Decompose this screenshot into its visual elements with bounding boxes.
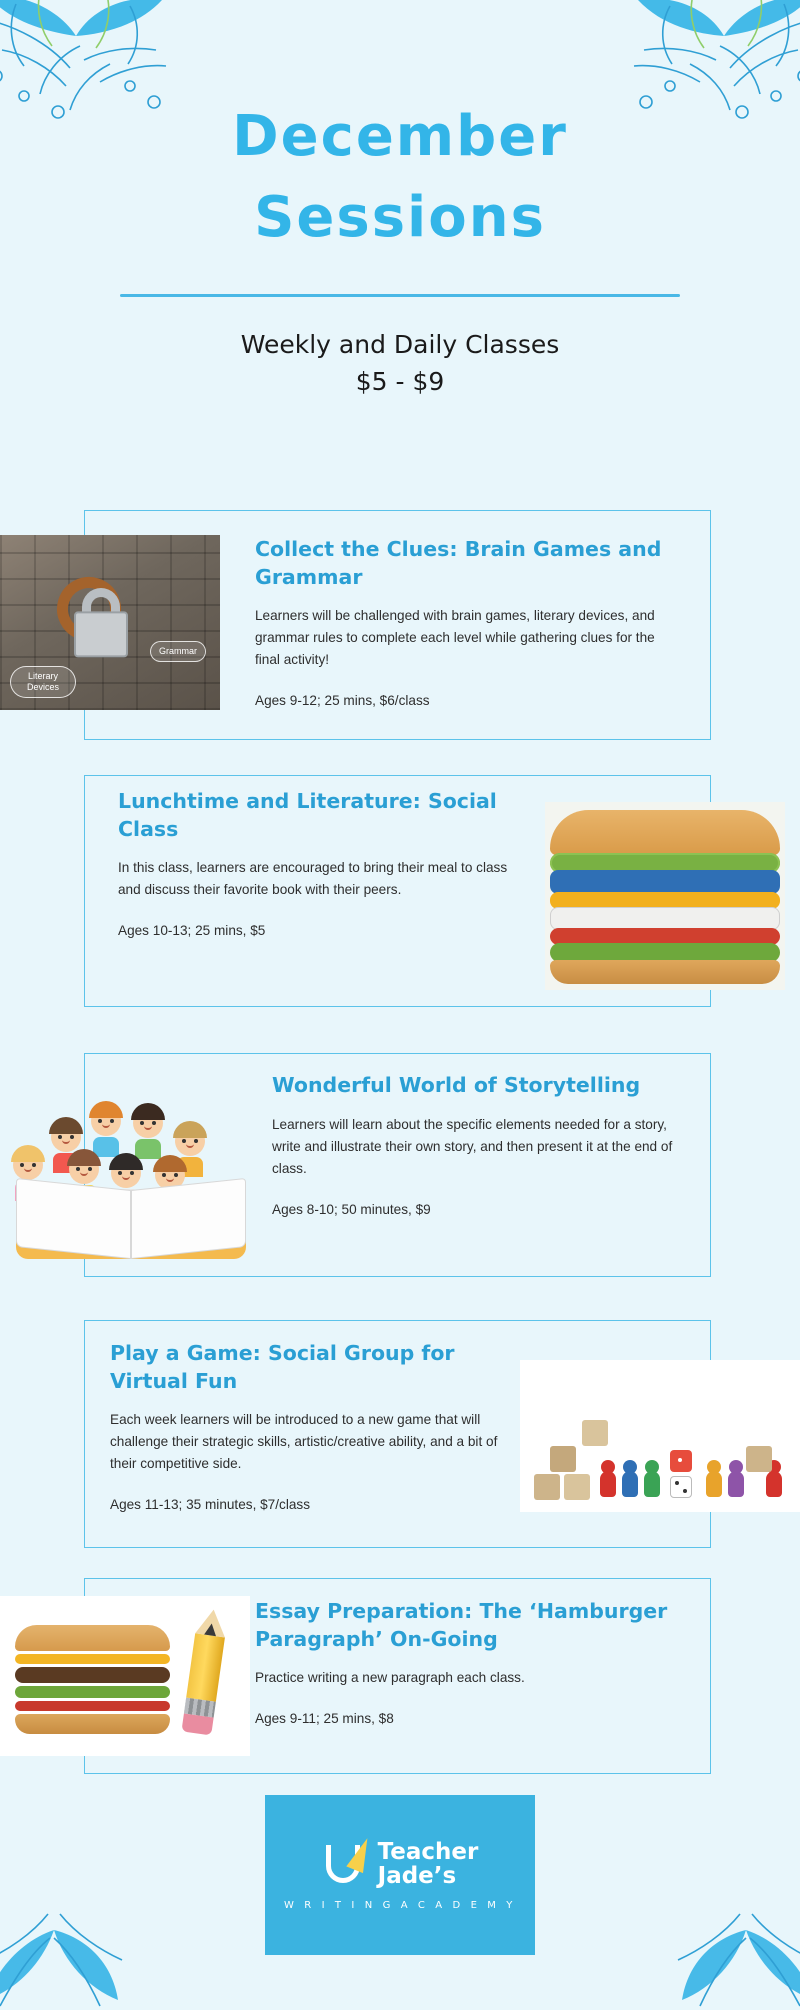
patty-shape [15, 1667, 170, 1683]
session-4-meta: Ages 11-13; 35 minutes, $7/class [110, 1497, 310, 1513]
image-label-literary-devices: Literary Devices [10, 666, 76, 699]
floral-ornament-bottom-left [0, 1890, 130, 2010]
open-book-shape [16, 1184, 247, 1253]
session-4-text [110, 1340, 510, 1512]
bun-bottom-shape [550, 960, 780, 984]
cheese-shape [15, 1654, 170, 1664]
session-2-text [118, 788, 528, 938]
image-label-grammar: Grammar [150, 641, 206, 662]
game-block-shape [534, 1474, 560, 1500]
padlock-on-stone-wall-photo [0, 535, 220, 710]
game-pawn-shape [644, 1460, 660, 1497]
session-3-title: Wonderful World of Storytelling [272, 1073, 641, 1097]
lettuce-lower-shape [550, 943, 780, 962]
session-2-description: In this class, learners are encouraged to bring their meal to class and discuss their favorite book with their peers. [118, 860, 508, 898]
game-pawn-shape [706, 1460, 722, 1497]
child-figure [88, 1106, 124, 1157]
children-reading-book-illustration [0, 1078, 262, 1260]
page-subtitle [0, 327, 800, 400]
session-3-text [272, 1072, 682, 1217]
logo-name [378, 1841, 479, 1889]
title-line-2: Sessions [254, 185, 546, 251]
session-1-text [255, 536, 681, 708]
blue-book-shape [550, 870, 780, 894]
logo-block [265, 1795, 535, 1955]
subtitle-line-2: $5 - $9 [355, 366, 445, 396]
game-block-shape [746, 1446, 772, 1472]
session-1-title: Collect the Clues: Brain Games and Grammar [255, 537, 662, 589]
padlock-body-shape [74, 611, 128, 657]
game-pawn-shape [600, 1460, 616, 1497]
session-3-description: Learners will learn about the specific elements needed for a story, write and illustrate their own story, and then present it at the end of class. [272, 1116, 673, 1176]
session-1-description: Learners will be challenged with brain games, literary devices, and grammar rules to complete each level while gathering clues for the final activity! [255, 608, 655, 668]
session-4-description: Each week learners will be introduced to a new game that will challenge their strategic skills, artistic/creative ability, and a bit of their competitive side. [110, 1412, 498, 1472]
game-block-shape [564, 1474, 590, 1500]
child-figure [130, 1108, 166, 1159]
session-5-description: Practice writing a new paragraph each class. [255, 1670, 525, 1686]
session-5-title: Essay Preparation: The ‘Hamburger Paragraph’ On-Going [255, 1599, 668, 1651]
logo-name-line-2: Jade’s [377, 1863, 457, 1889]
game-block-shape [550, 1446, 576, 1472]
game-pawn-shape [622, 1460, 638, 1497]
sandwich-made-of-books-photo [545, 802, 785, 990]
title-line-1: December [232, 104, 568, 169]
logo-tagline: W R I T I N G A C A D E M Y [283, 1900, 516, 1911]
session-5-text [255, 1598, 695, 1726]
pencil-shape [181, 1607, 228, 1735]
session-2-title: Lunchtime and Literature: Social Class [118, 789, 497, 841]
tomato-shape [15, 1701, 170, 1711]
white-book-shape [550, 907, 780, 930]
hamburger-shape [15, 1625, 170, 1737]
page-title [0, 0, 800, 258]
bun-top-shape [15, 1625, 170, 1651]
hamburger-and-pencil-illustration [0, 1596, 250, 1756]
bun-top-shape [550, 810, 780, 855]
game-pawn-shape [728, 1460, 744, 1497]
bun-bottom-shape [15, 1714, 170, 1734]
dice-shape [670, 1476, 692, 1498]
subtitle-line-1: Weekly and Daily Classes [240, 330, 560, 360]
logo-name-line-1: Teacher [377, 1839, 479, 1866]
title-divider [120, 294, 680, 297]
floral-ornament-bottom-right [670, 1890, 800, 2010]
session-2-meta: Ages 10-13; 25 mins, $5 [118, 923, 266, 939]
quill-logo-icon [322, 1839, 368, 1891]
game-block-shape [582, 1420, 608, 1446]
session-3-meta: Ages 8-10; 50 minutes, $9 [272, 1201, 431, 1217]
board-game-pieces-photo [520, 1360, 800, 1512]
dice-shape [670, 1450, 692, 1472]
session-1-meta: Ages 9-12; 25 mins, $6/class [255, 693, 430, 709]
lettuce-shape [15, 1686, 170, 1698]
session-4-title: Play a Game: Social Group for Virtual Fun [110, 1341, 455, 1393]
session-5-meta: Ages 9-11; 25 mins, $8 [255, 1711, 394, 1727]
